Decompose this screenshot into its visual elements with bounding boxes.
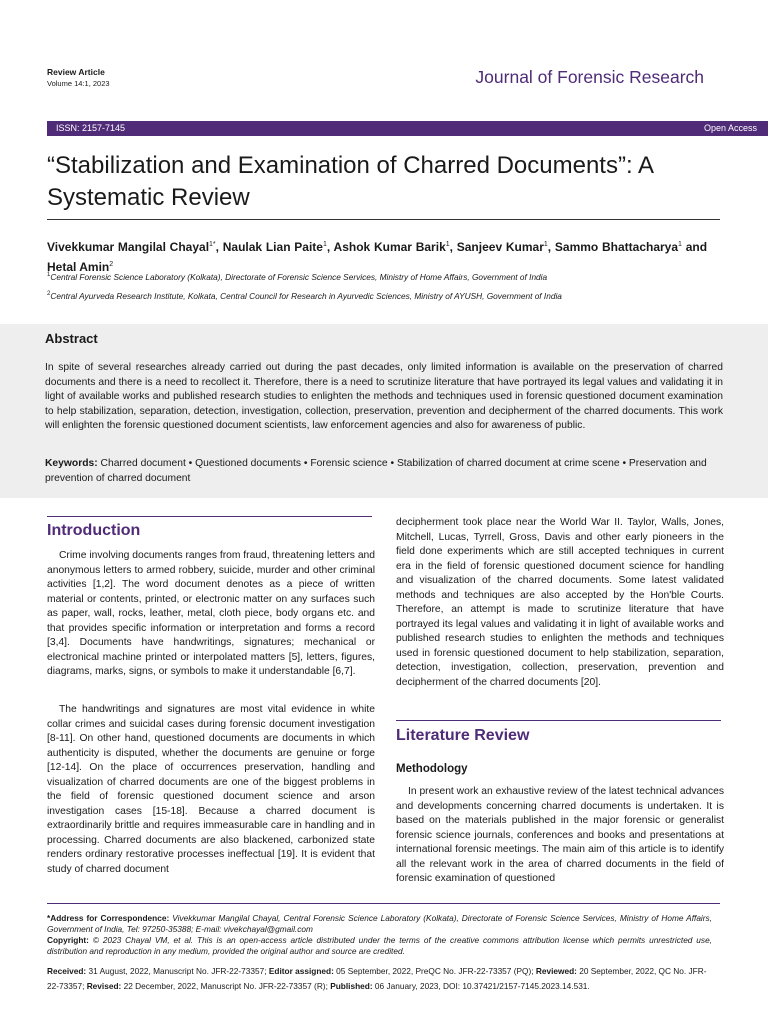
publication-history [47,964,715,994]
affiliation-1 [47,272,747,282]
author-affiliation-mark: 1* [209,241,216,248]
intro-paragraph-2 [47,703,375,877]
history-label: Published: [330,981,373,991]
volume-info: Volume 14:1, 2023 [47,79,110,88]
issn-bar [47,121,768,136]
author-name: Ashok Kumar Barik [333,240,446,254]
methodology-paragraph [396,785,724,887]
author-name: Naulak Lian Paite [222,240,323,254]
copyright-text: © 2023 Chayal VM, et al. This is an open-access article distributed under the terms of the creative commons attribution license which permits unrestricted use, distribution and reproduction in any medium, provided the original author and source are credited. [47,935,712,956]
author-affiliation-mark: 1 [543,241,548,248]
intro-continued [396,516,724,690]
history-label: Revised: [86,981,122,991]
affiliation-text: Central Ayurveda Research Institute, Kolkata, Central Council for Research in Ayurvedic Sciences, Ministry of AYUSH, Government of India [50,291,562,301]
paragraph-text: In present work an exhaustive review of the latest technical advances and developments concerning charred documents is undertaken. It is based on the materials published in the major forensic or generalist forensic science journals, conferences and books and presentations at international forensic meetings. The main aim of this article is to identify all the relevant work in the area of charred documents in the field of forensic examination of questioned [396,786,724,884]
history-text: 20 September, 2022, QC No. JFR-22-73357; [47,966,707,991]
correspondence-line [47,913,712,935]
copyright-line [47,935,712,957]
issn-number: ISSN: 2157-7145 [56,123,126,133]
journal-name[interactable]: Journal of Forensic Research [475,67,704,87]
author-separator: , [215,240,223,254]
author-name: Sanjeev Kumar [456,240,544,254]
abstract-heading: Abstract [45,331,98,346]
keywords-label: Keywords: [45,458,98,469]
article-title: “Stabilization and Examination of Charred Documents”: A Systematic Review [47,152,653,211]
affiliation-text: Central Forensic Science Laboratory (Kolkata), Directorate of Forensic Science Services, Ministry of Home Affairs, Government of India [50,272,548,282]
correspondence-text: Vivekkumar Mangilal Chayal, Central Forensic Science Laboratory (Kolkata), Directorate of Forensic Science Services, Ministry of Home Affairs, Government of India, Tel: 97250-35388; E-mail: vivekchayal@gmail.com [47,913,712,934]
paragraph-text: decipherment took place near the World War II. Taylor, Walls, Jones, Mitchell, Lucas, Tyrrell, Gross, Davis and other early pioneers in the field done experiments which are still accepted techniques in current era in the field of forensic questioned document science for handling and visualization of the charred documents. Some latest validated methods and techniques are also accepted by the Hon'ble Courts. Therefore, an attempt is made to scrutinize literature that have portrayed its legal values and validating it in light of available works and published research studies to enlighten the methods and techniques used in forensic questioned document to help stabilization, separation, detection, investigation, collection, preservation, prevention and decipherment of the charred documents [20]. [396,517,724,688]
article-type: Review Article [47,67,105,77]
author-affiliation-mark: 2 [109,261,114,268]
literature-review-heading: Literature Review [396,727,530,744]
paragraph-text: Crime involving documents ranges from fraud, threatening letters and anonymous letters to armed robbery, suicide, murder and other criminal activities [1,2]. The word document denotes as a piece of written material or contents, printed, or electronic matter on any surfaces such as paper, wall, rocks, leather, metal, cloth piece, body organs etc. and that provides specific information or interpretation and forms a record [3,4]. Documents have handwritings, signatures; mechanical or electronical machine printed or interpolated matters [5], letters, figures, diagrams, marks, signs, or symbols to make it understandable [6,7]. [47,550,375,677]
history-label: Editor assigned: [268,966,334,976]
literature-rule [396,720,721,721]
affiliation-mark: 1 [47,272,51,279]
history-text: 06 January, 2023, DOI: 10.37421/2157-7145.2023.14.531. [372,981,590,991]
author-affiliation-mark: 1 [322,241,327,248]
correspondence-label: *Address for Correspondence: [47,913,170,923]
author-separator: and [681,240,708,254]
keywords [45,457,725,486]
affiliation-mark: 2 [47,291,51,298]
author-separator: , [449,240,457,254]
history-label: Received: [47,966,87,976]
keywords-list: Charred document • Questioned documents • Forensic science • Stabilization of charred document at crime scene • Preservation and prevention of charred document [45,458,707,484]
abstract-body: In spite of several researches already carried out during the past decades, only limited information is available on the preservation of charred documents and there is a need to recollect it. Therefore, there is a need to scrutinize literature that have portrayed its legal values and validating it in light of available works and published research studies to enlighten the methods and techniques used in forensic questioned document examination to help stabilization, separation, detection, investigation, collection, preservation, prevention and decipherment of the charred documents. This work will enlighten the forensic questioned document scientists, law enforcement agencies and also for awareness of public. [45,362,723,432]
methodology-heading: Methodology [396,763,468,775]
author-separator: , [547,240,555,254]
affiliation-2 [47,291,747,301]
paragraph-text: The handwritings and signatures are most vital evidence in white collar crimes and suicidal cases during forensic document investigation [8-11]. On other hand, questioned documents are documents in which authenticity is disputed, whether the documents are genuine or forge [12-14]. On the place of occurrences preservation, handling and visualization of charred documents are one of the biggest problems in the field of forensic questioned document science and arson investigation cases [15-18]. Because a charred document is extraordinarily brittle and requires immeasurable care in handling and in processing. Charred documents are also blackened, carbonized state renders ordinary restorative processes ineffectual [19]. It is evident that study of charred document [47,704,375,875]
copyright-label: Copyright: [47,935,89,945]
intro-paragraph-1 [47,549,375,680]
history-text: 05 September, 2022, PreQC No. JFR-22-73357 (PQ); [333,966,536,976]
correspondence-note [47,913,712,957]
author-affiliation-mark: 1 [678,241,682,248]
intro-rule [47,516,372,517]
introduction-heading: Introduction [47,522,141,539]
footer-divider [47,903,720,904]
author-affiliation-mark: 1 [445,241,450,248]
history-label: Reviewed: [535,966,577,976]
author-name: Vivekkumar Mangilal Chayal [47,240,210,254]
title-divider [47,219,720,220]
author-name: Hetal Amin [47,260,110,274]
history-text: 31 August, 2022, Manuscript No. JFR-22-73357; [86,966,269,976]
author-separator: , [326,240,334,254]
open-access-label[interactable]: Open Access [703,123,757,133]
history-text: 22 December, 2022, Manuscript No. JFR-22-73357 (R); [121,981,331,991]
author-name: Sammo Bhattacharya [554,240,679,254]
